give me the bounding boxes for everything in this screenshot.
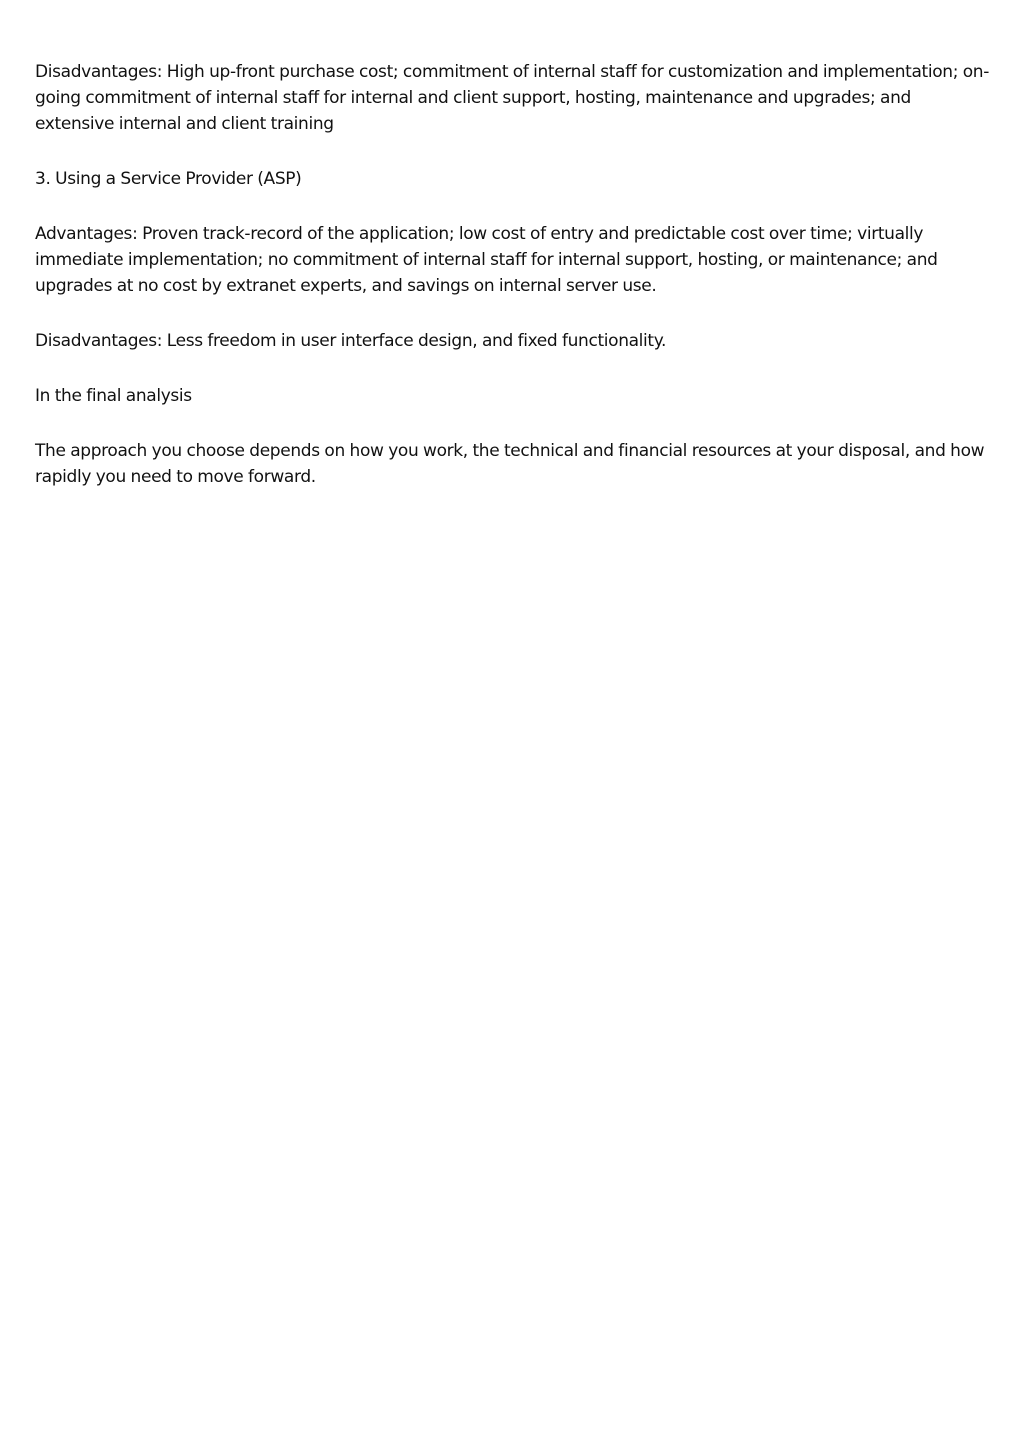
paragraph-conclusion: The approach you choose depends on how you work, the technical and financial resources at your disposal, and how rapidly you need to move forward.: [35, 441, 985, 487]
section-heading-final-analysis: In the final analysis: [35, 386, 192, 406]
paragraph-disadvantages-asp: Disadvantages: Less freedom in user interface design, and fixed functionality.: [35, 331, 667, 351]
paragraph-disadvantages-in-house: Disadvantages: High up-front purchase cost; commitment of internal staff for customization and implementation; on-going commitment of internal staff for internal and client support, hosting, maintenance and upgrades; and extensive internal and client training: [35, 62, 990, 134]
document-page: [35, 59, 990, 519]
section-heading-asp: 3. Using a Service Provider (ASP): [35, 169, 302, 189]
paragraph-advantages-asp: Advantages: Proven track-record of the application; low cost of entry and predictable cost over time; virtually immediate implementation; no commitment of internal staff for internal support, hosting, or maintenance; and upgrades at no cost by extranet experts, and savings on internal server use.: [35, 224, 938, 296]
